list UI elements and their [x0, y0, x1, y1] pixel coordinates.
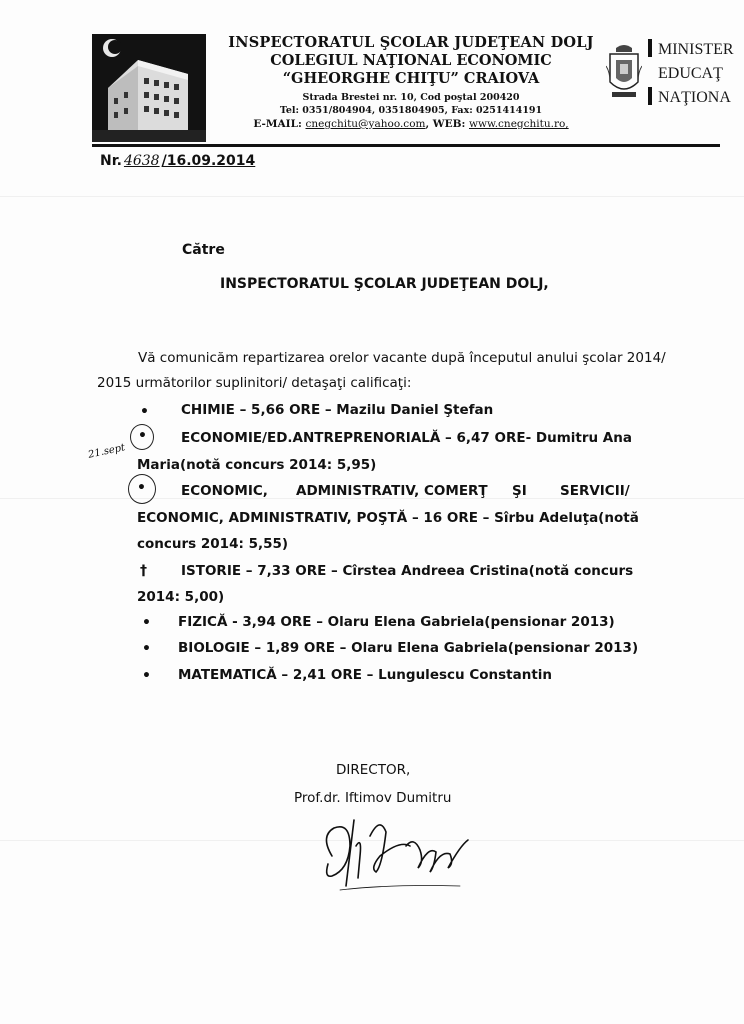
intro-line-1: Vă comunicăm repartizarea orelor vacante după începutul anului şcolar 2014/	[138, 350, 666, 366]
web-link[interactable]: www.cnegchitu.ro,	[469, 118, 569, 130]
bullet-icon: •	[140, 404, 149, 420]
nr-prefix: Nr.	[100, 153, 122, 169]
item-economie-line-1: ECONOMIE/ED.ANTREPRENORIALĂ – 6,47 ORE- Dumitru Ana	[181, 430, 632, 446]
header-divider	[92, 144, 720, 147]
nr-handwritten-number: 4638	[123, 153, 160, 169]
email-label: E-MAIL:	[253, 118, 302, 130]
item-fizica: FIZICĂ - 3,94 ORE – Olaru Elena Gabriela(pensionar 2013)	[178, 614, 615, 630]
bullet-icon: •	[142, 668, 151, 684]
handwritten-note: 21.sept	[87, 442, 127, 461]
item-economic-line-1b: ADMINISTRATIV,	[296, 483, 420, 499]
item-istorie-line-2: 2014: 5,00)	[137, 589, 225, 605]
bullet-icon: •	[137, 480, 146, 496]
bullet-icon: †	[140, 563, 147, 579]
item-economic-line-1e: SERVICII/	[560, 483, 630, 499]
signatory-name: Prof.dr. Iftimov Dumitru	[294, 790, 452, 806]
intro-line-2: 2015 următorilor suplinitori/ detaşaţi calificaţi:	[97, 375, 412, 391]
inspectorate-title: INSPECTORATUL ŞCOLAR JUDEŢEAN DOLJ	[228, 34, 594, 51]
bullet-icon: •	[138, 428, 147, 444]
college-name: COLEGIUL NAŢIONAL ECONOMIC	[270, 52, 552, 69]
item-economic-line-3: concurs 2014: 5,55)	[137, 536, 289, 552]
item-economic-line-1d: ŞI	[512, 483, 527, 499]
nr-date: /16.09.2014	[161, 153, 256, 169]
item-economic-line-2: ECONOMIC, ADMINISTRATIV, POŞTĂ – 16 ORE – Sîrbu Adeluţa(notă	[137, 510, 639, 526]
coat-of-arms-icon	[606, 42, 642, 106]
contact-line	[212, 117, 610, 131]
address-line: Strada Brestei nr. 10, Cod poştal 200420	[302, 92, 520, 103]
phone-line: Tel: 0351/804904, 0351804905, Fax: 0251414191	[279, 105, 543, 116]
school-building-photo	[92, 34, 206, 142]
ministry-line-2: EDUCAŢ	[658, 65, 723, 82]
item-economic-line-1c: COMERŢ	[424, 483, 488, 499]
item-matematica: MATEMATICĂ – 2,41 ORE – Lungulescu Constantin	[178, 667, 553, 683]
greeting: Către	[182, 242, 225, 258]
bullet-icon: •	[142, 641, 151, 657]
college-city: “GHEORGHE CHIŢU” CRAIOVA	[282, 70, 540, 87]
ministry-line-1: MINISTER	[658, 41, 734, 58]
item-biologie: BIOLOGIE – 1,89 ORE – Olaru Elena Gabriela(pensionar 2013)	[178, 640, 639, 656]
item-economic-line-1a: ECONOMIC,	[181, 483, 268, 499]
recipient: INSPECTORATUL ŞCOLAR JUDEŢEAN DOLJ,	[220, 276, 549, 292]
item-istorie-line-1: ISTORIE – 7,33 ORE – Cîrstea Andreea Cristina(notă concurs	[181, 563, 634, 579]
email-link[interactable]: cnegchitu@yahoo.com	[305, 118, 426, 130]
registration-number	[100, 153, 255, 169]
web-label: , WEB:	[425, 118, 466, 130]
institution-header	[212, 34, 610, 131]
item-chimie: CHIMIE – 5,66 ORE – Mazilu Daniel Ştefan	[181, 402, 494, 418]
bullet-icon: •	[142, 615, 151, 631]
ministry-line-3: NAŢIONA	[658, 89, 731, 106]
handwritten-signature	[310, 806, 480, 896]
ministry-label	[648, 38, 734, 110]
fold-line	[0, 196, 744, 197]
signature-title: DIRECTOR,	[336, 762, 411, 778]
item-economie-line-2: Maria(notă concurs 2014: 5,95)	[137, 457, 377, 473]
